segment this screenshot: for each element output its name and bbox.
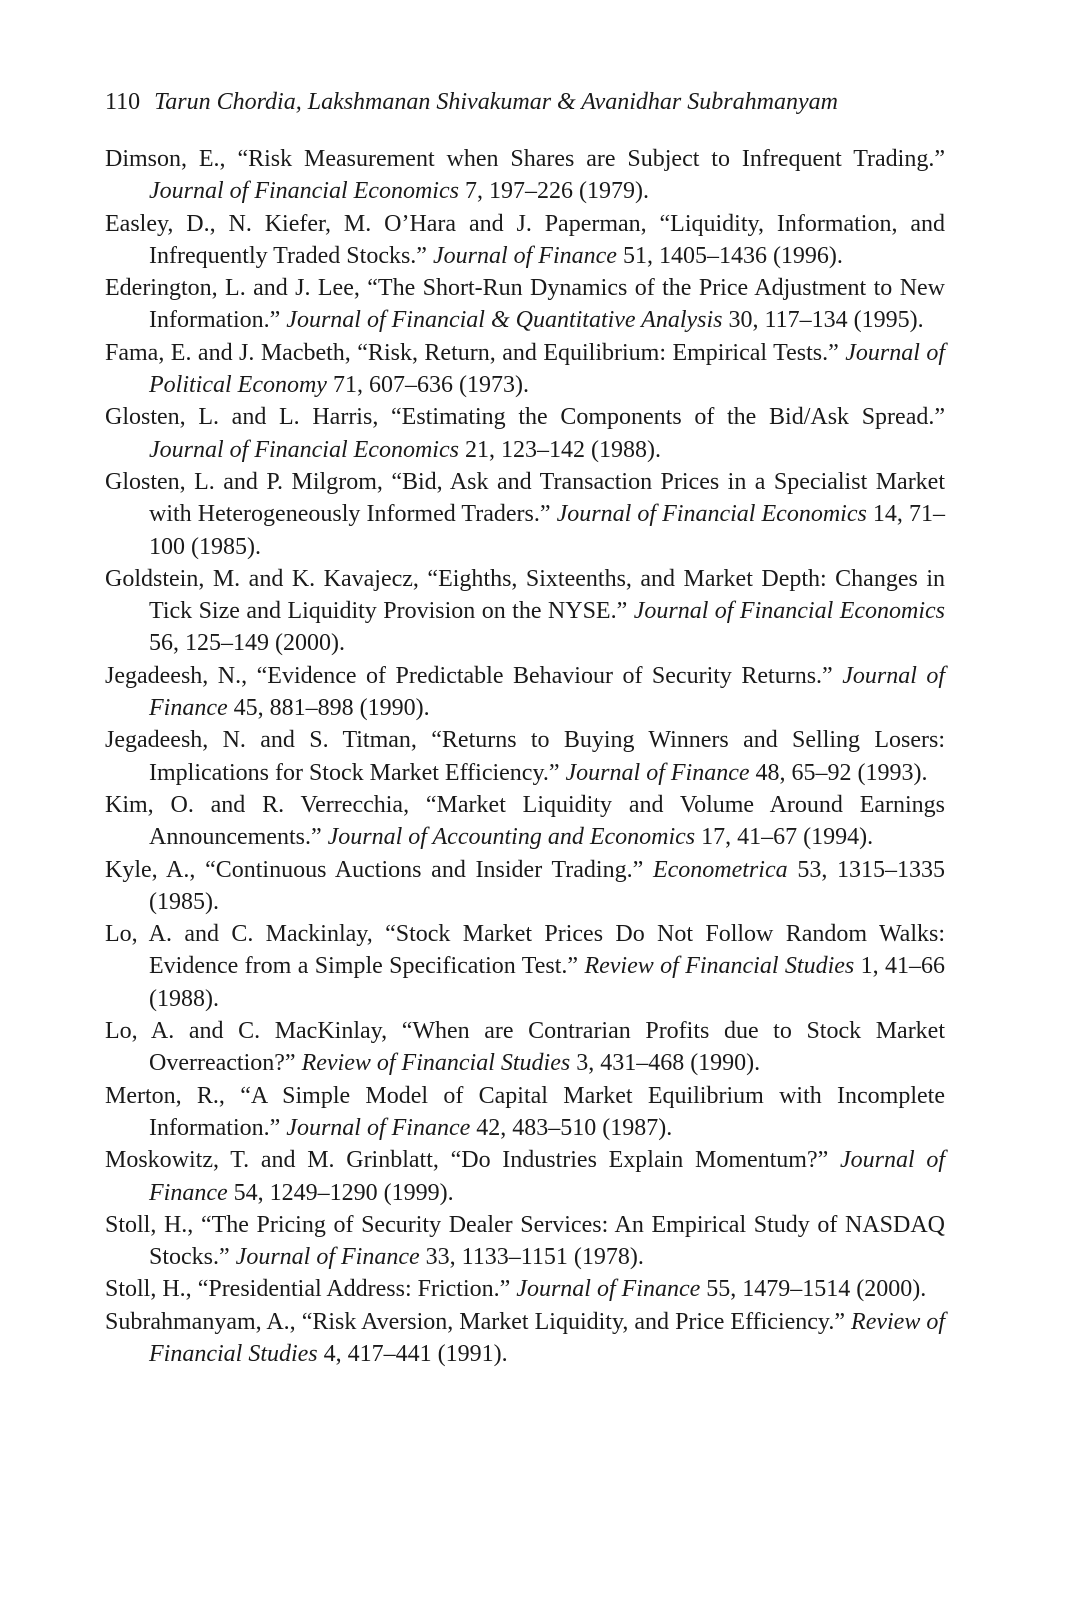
reference-journal: Journal of Finance — [286, 1114, 471, 1141]
reference-item — [105, 208, 945, 273]
reference-details: 17, 41–67 (1994). — [701, 824, 874, 851]
reference-authors: Stoll, H., — [105, 1276, 192, 1303]
reference-journal: Journal of Finance — [516, 1276, 701, 1303]
reference-item — [105, 466, 945, 563]
reference-title: “Returns to Buying Winners and Selling Losers: Implications for Stock Market Efficiency.” — [149, 727, 946, 786]
reference-details: 71, 607–636 (1973). — [332, 372, 529, 399]
reference-item — [105, 789, 945, 854]
reference-authors: Jegadeesh, N., — [105, 662, 248, 689]
reference-title: “When are Contrarian Profits due to Stock Market Overreaction?” — [149, 1018, 946, 1077]
reference-authors: Goldstein, M. and K. Kavajecz, — [105, 565, 419, 592]
reference-title: “Eighths, Sixteenths, and Market Depth: Changes in Tick Size and Liquidity Provision on the NYSE.” — [149, 565, 945, 625]
reference-authors: Lo, A. and C. MacKinlay, — [105, 1018, 388, 1045]
reference-item — [105, 1273, 945, 1305]
reference-title: “Risk Measurement when Shares are Subject to Infrequent Trading.” — [237, 146, 946, 172]
reference-authors: Kyle, A., — [105, 856, 196, 883]
reference-title: “Continuous Auctions and Insider Trading.” — [205, 856, 644, 883]
reference-title: “Risk, Return, and Equilibrium: Empirical Tests.” — [357, 339, 839, 366]
running-head — [105, 86, 838, 118]
reference-item — [105, 563, 945, 660]
reference-title: “Risk Aversion, Market Liquidity, and Price Efficiency.” — [301, 1308, 846, 1335]
reference-authors: Merton, R., — [105, 1082, 225, 1109]
reference-journal: Journal of Financial Economics — [149, 436, 459, 463]
reference-authors: Easley, D., N. Kiefer, M. O’Hara and J. Paperman, — [105, 210, 647, 237]
reference-title: “A Simple Model of Capital Market Equilibrium with Incomplete Information.” — [149, 1082, 945, 1141]
reference-title: “Stock Market Prices Do Not Follow Random Walks: Evidence from a Simple Specification Test.” — [149, 921, 946, 980]
reference-journal: Journal of Financial & Quantitative Analysis — [286, 307, 723, 334]
reference-authors: Lo, A. and C. Mackinlay, — [105, 921, 373, 948]
reference-details: 7, 197–226 (1979). — [464, 178, 649, 205]
reference-item — [105, 854, 945, 919]
reference-details: 56, 125–149 (2000). — [149, 630, 345, 657]
reference-details: 3, 431–468 (1990). — [576, 1050, 761, 1077]
reference-item — [105, 337, 945, 402]
reference-title: “Do Industries Explain Momentum?” — [450, 1147, 829, 1174]
reference-details: 48, 65–92 (1993). — [755, 759, 928, 786]
reference-title: “The Short-Run Dynamics of the Price Adjustment to New Information.” — [149, 275, 946, 334]
reference-title: “Estimating the Components of the Bid/Ask Spread.” — [391, 404, 946, 431]
reference-authors: Glosten, L. and P. Milgrom, — [105, 468, 383, 495]
reference-authors: Ederington, L. and J. Lee, — [105, 275, 360, 302]
reference-journal: Journal of Financial Economics — [149, 178, 459, 205]
reference-journal: Journal of Finance — [149, 1147, 946, 1206]
reference-item — [105, 272, 945, 337]
running-head-authors: Tarun Chordia, Lakshmanan Shivakumar & Avanidhar Subrahmanyam — [154, 89, 838, 115]
reference-item — [105, 660, 945, 725]
reference-journal: Journal of Finance — [149, 662, 946, 722]
page-number: 110 — [105, 89, 141, 115]
reference-title: “Bid, Ask and Transaction Prices in a Specialist Market with Heterogeneously Informed Traders.” — [149, 468, 946, 528]
reference-item — [105, 1080, 945, 1145]
reference-journal: Econometrica — [652, 856, 788, 883]
reference-journal: Journal of Finance — [565, 759, 750, 786]
reference-authors: Stoll, H., — [105, 1211, 194, 1238]
reference-list — [105, 143, 945, 1370]
reference-journal: Journal of Political Economy — [149, 339, 946, 399]
reference-journal: Journal of Finance — [432, 242, 617, 269]
reference-details: 14, 71–100 (1985). — [149, 501, 946, 560]
reference-authors: Subrahmanyam, A., — [105, 1308, 296, 1335]
reference-details: 33, 1133–1151 (1978). — [425, 1244, 644, 1271]
reference-details: 55, 1479–1514 (2000). — [706, 1276, 927, 1303]
reference-title: “Liquidity, Information, and Infrequently Traded Stocks.” — [149, 210, 945, 269]
reference-title: “Presidential Address: Friction.” — [197, 1276, 511, 1303]
reference-journal: Review of Financial Studies — [584, 953, 855, 980]
reference-journal: Review of Financial Studies — [149, 1308, 946, 1367]
reference-details: 53, 1315–1335 (1985). — [149, 856, 946, 915]
reference-details: 4, 417–441 (1991). — [323, 1340, 508, 1367]
reference-journal: Journal of Financial Economics — [633, 598, 945, 625]
reference-authors: Fama, E. and J. Macbeth, — [105, 339, 351, 366]
reference-item — [105, 1015, 945, 1080]
reference-details: 54, 1249–1290 (1999). — [233, 1179, 454, 1206]
reference-details: 21, 123–142 (1988). — [464, 436, 661, 463]
reference-details: 1, 41–66 (1988). — [149, 953, 946, 1012]
reference-authors: Moskowitz, T. and M. Grinblatt, — [105, 1147, 439, 1174]
reference-title: “The Pricing of Security Dealer Services: An Empirical Study of NASDAQ Stocks.” — [149, 1211, 946, 1271]
reference-authors: Dimson, E., — [105, 146, 226, 172]
reference-details: 42, 483–510 (1987). — [476, 1114, 673, 1141]
reference-item — [105, 1209, 945, 1274]
reference-item — [105, 401, 945, 466]
reference-details: 51, 1405–1436 (1996). — [622, 242, 843, 269]
reference-title: “Market Liquidity and Volume Around Earnings Announcements.” — [149, 791, 946, 851]
reference-item — [105, 724, 945, 789]
reference-journal: Journal of Accounting and Economics — [327, 824, 696, 851]
reference-item — [105, 1144, 945, 1209]
reference-item — [105, 143, 945, 208]
reference-authors: Kim, O. and R. Verrecchia, — [105, 791, 410, 818]
reference-authors: Glosten, L. and L. Harris, — [105, 404, 379, 431]
reference-item — [105, 1306, 945, 1371]
reference-item — [105, 918, 945, 1015]
reference-title: “Evidence of Predictable Behaviour of Security Returns.” — [256, 662, 833, 689]
reference-authors: Jegadeesh, N. and S. Titman, — [105, 727, 417, 754]
reference-journal: Journal of Financial Economics — [556, 501, 867, 528]
reference-details: 30, 117–134 (1995). — [728, 307, 924, 334]
reference-details: 45, 881–898 (1990). — [233, 695, 430, 722]
reference-journal: Journal of Finance — [235, 1244, 420, 1271]
reference-journal: Review of Financial Studies — [301, 1050, 571, 1077]
